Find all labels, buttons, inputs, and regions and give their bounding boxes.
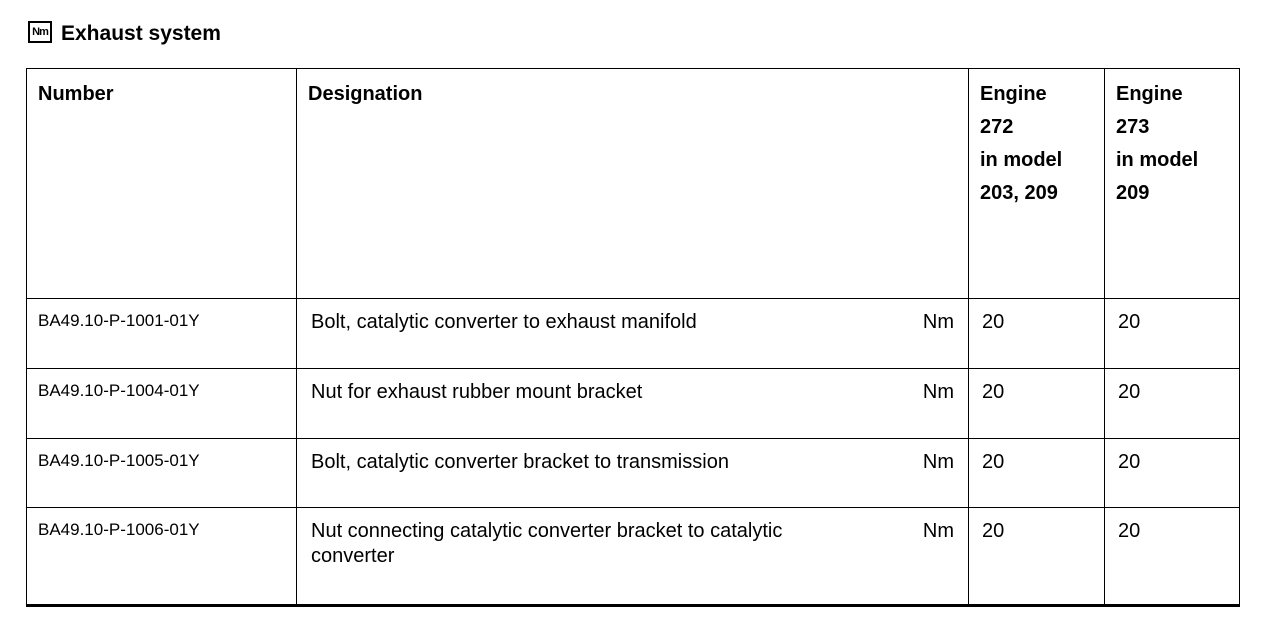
torque-specification-table [26,68,1240,607]
header-line: 272 [980,116,1014,138]
header-line: 209 [1116,182,1150,204]
table-row [27,369,1240,439]
header-line: 203, 209 [980,182,1058,204]
cell-engine-273: 20 [1105,508,1240,606]
table-row [27,299,1240,369]
header-line: Engine [980,83,1047,105]
column-header-engine-272 [969,69,1105,299]
column-header-number: Number [27,69,297,299]
table-row [27,439,1240,508]
cell-number: BA49.10-P-1004-01Y [27,369,297,439]
cell-number: BA49.10-P-1005-01Y [27,439,297,508]
cell-engine-272: 20 [969,369,1105,439]
unit-label: Nm [922,311,954,333]
header-line: in model [1116,149,1199,171]
cell-engine-273: 20 [1105,439,1240,508]
designation-text: Nut connecting catalytic converter bracket to catalytic converter [311,520,783,567]
cell-designation [297,299,969,369]
table-row [27,508,1240,606]
cell-engine-272: 20 [969,508,1105,606]
unit-label: Nm [922,381,954,403]
cell-designation [297,508,969,606]
cell-designation [297,439,969,508]
unit-label: Nm [922,520,954,542]
unit-label: Nm [922,451,954,473]
cell-number: BA49.10-P-1006-01Y [27,508,297,606]
column-header-engine-273 [1105,69,1240,299]
cell-engine-272: 20 [969,299,1105,369]
header-line: Engine [1116,83,1183,105]
page-title: Exhaust system [61,22,221,45]
designation-text: Bolt, catalytic converter to exhaust manifold [311,311,697,333]
cell-number: BA49.10-P-1001-01Y [27,299,297,369]
designation-text: Nut for exhaust rubber mount bracket [311,381,643,403]
header-line: 273 [1116,116,1150,138]
cell-engine-272: 20 [969,439,1105,508]
designation-text: Bolt, catalytic converter bracket to transmission [311,451,729,473]
cell-engine-273: 20 [1105,299,1240,369]
cell-designation [297,369,969,439]
table-header-row [27,69,1240,299]
header-line: in model [980,149,1063,171]
section-title [28,18,221,50]
torque-nm-icon: Nm [28,21,52,43]
column-header-designation: Designation [297,69,969,299]
cell-engine-273: 20 [1105,369,1240,439]
